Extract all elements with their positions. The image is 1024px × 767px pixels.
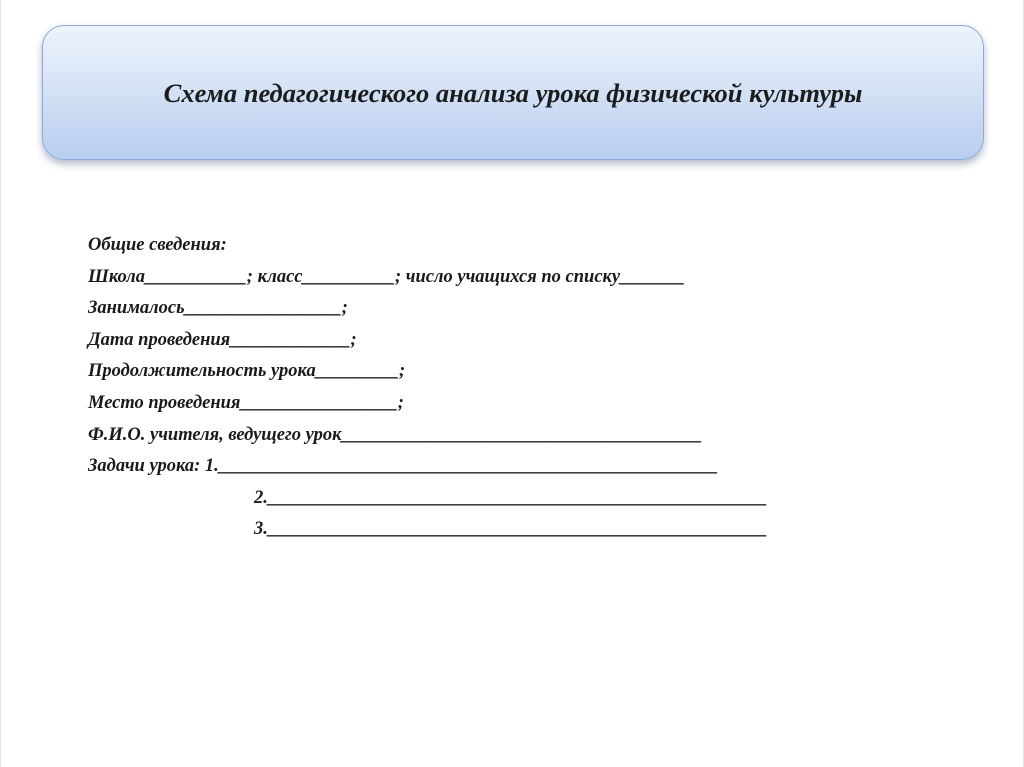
slide-title: Схема педагогического анализа урока физической культуры: [163, 78, 863, 108]
date-field: Дата проведения_____________;: [88, 329, 357, 350]
place-field: Место проведения_________________;: [88, 392, 404, 413]
task-1-field: Задачи урока: 1.______________________________________________________: [88, 456, 719, 477]
school-field: Школа___________;: [88, 266, 253, 287]
general-info-heading: Общие сведения:: [88, 235, 227, 255]
teacher-field: Ф.И.О. учителя, ведущего урок_______________________________________: [88, 424, 703, 445]
attended-field: Занималось_________________;: [88, 298, 348, 319]
school-class-count-line: [88, 262, 767, 294]
class-field: класс__________;: [252, 266, 402, 287]
title-banner: [42, 25, 984, 160]
task-2-field: 2.______________________________________________________: [254, 487, 768, 508]
lesson-analysis-form: [88, 230, 767, 546]
duration-field: Продолжительность урока_________;: [88, 361, 406, 382]
task-3-field: 3.______________________________________________________: [254, 519, 768, 540]
student-count-field: число учащихся по списку_______: [401, 266, 685, 287]
